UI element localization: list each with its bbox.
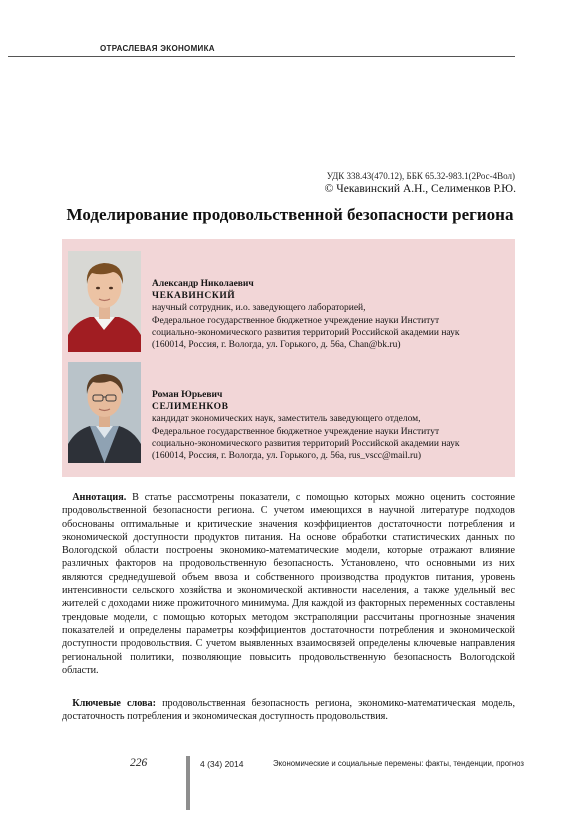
- author-position: научный сотрудник, и.о. заведующего лабораторией,: [152, 303, 366, 314]
- abstract-label: Аннотация.: [72, 492, 127, 503]
- keywords-label: Ключевые слова:: [72, 698, 157, 709]
- copyright-line: © Чекавинский А.Н., Селименков Р.Ю.: [324, 183, 516, 195]
- author-surname: СЕЛИМЕНКОВ: [152, 402, 229, 413]
- author-given-names: Александр Николаевич: [152, 279, 254, 289]
- journal-issue: 4 (34) 2014: [200, 759, 244, 769]
- author-affiliation-line: социально-экономического развития территорий Российской академии наук: [152, 438, 460, 449]
- author-affiliation-line: Федеральное государственное бюджетное учреждение науки Институт: [152, 426, 440, 437]
- header-rule: [8, 56, 515, 57]
- journal-title: Экономические и социальные перемены: факты, тенденции, прогноз: [273, 759, 525, 768]
- abstract-text: В статье рассмотрены показатели, с помощью которых можно оценить состояние продовольственной безопасности региона. С учетом имеющихся в научной литературе подходов обоснованы оптимальные и критические значения коэффициентов достаточности потребления и экономической доступности продуктов питания. На основе обработки статистических данных по Вологодской области построены экономико-математические модели, которые отражают влияние различных факторов на продовольственную безопасность. Установлено, что основными из них являются среднедушевой объем ввоза и собственного производства продуктов питания, уровень интенсивности сельского хозяйства и экономической активности населения, а также удельный вес жителей с доходами ниже прожиточного минимума. Для каждой из факторных переменных составлены трендовые модели, с помощью которых методом экстраполяции рассчитаны прогнозные значения показателей и определены параметры коэффициентов достаточности потребления и экономической доступности продовольствия. С учетом выявленных взаимосвязей определены ключевые направления региональной политики, позволяющие повысить продовольственную безопасность Вологодской области.: [62, 492, 515, 676]
- author-surname: ЧЕКАВИНСКИЙ: [152, 291, 236, 302]
- keywords-paragraph: [62, 697, 515, 724]
- author-info-chekavinsky: [152, 278, 460, 351]
- keywords-text: продовольственная безопасность региона, экономико-математическая модель, достаточность потребления и экономическая доступность продовольствия.: [62, 698, 515, 723]
- author-affiliation-line: социально-экономического развития территорий Российской академии наук: [152, 327, 460, 338]
- article-title: Моделирование продовольственной безопасности региона: [66, 205, 514, 224]
- author-photo-selimenkov: [68, 362, 141, 463]
- author-address: (160014, Россия, г. Вологда, ул. Горького, д. 56а, rus_vscc@mail.ru): [152, 451, 422, 462]
- author-given-names: Роман Юрьевич: [152, 390, 223, 400]
- section-label: ОТРАСЛЕВАЯ ЭКОНОМИКА: [100, 44, 215, 53]
- author-address: (160014, Россия, г. Вологда, ул. Горького, д. 56а, Chan@bk.ru): [152, 340, 401, 351]
- author-info-selimenkov: [152, 389, 460, 462]
- page-number: 226: [130, 757, 148, 769]
- abstract-paragraph: [62, 491, 515, 677]
- author-affiliation-line: Федеральное государственное бюджетное учреждение науки Институт: [152, 315, 440, 326]
- footer-divider-bar: [186, 756, 190, 810]
- udc-classification: УДК 338.43(470.12), ББК 65.32-983.1(2Рос-4Вол): [326, 171, 515, 181]
- author-photo-chekavinsky: [68, 251, 141, 352]
- author-position: кандидат экономических наук, заместитель заведующего отделом,: [152, 414, 421, 425]
